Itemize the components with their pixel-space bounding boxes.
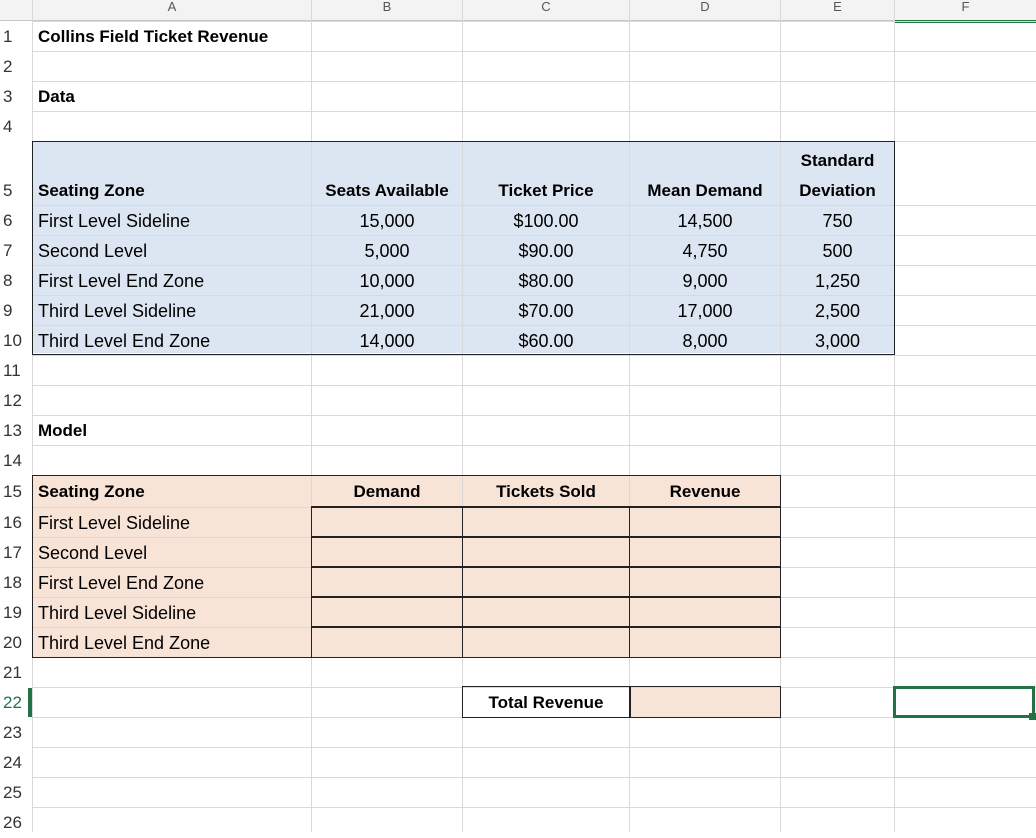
model-header-demand[interactable]: Demand (353, 482, 421, 501)
data-mean-1[interactable]: 14,500 (677, 211, 733, 231)
row-number-14[interactable]: 14 (3, 451, 22, 470)
row-number-10[interactable]: 10 (3, 331, 22, 350)
column-label-d: D (700, 0, 710, 14)
row-number-12[interactable]: 12 (3, 391, 22, 410)
data-seats-3[interactable]: 10,000 (359, 271, 415, 291)
column-header-e[interactable] (781, 0, 894, 21)
data-price-4[interactable]: $70.00 (518, 301, 574, 321)
row-number-15[interactable]: 15 (3, 482, 22, 501)
data-price-1[interactable]: $100.00 (513, 211, 579, 231)
model-zone-1[interactable]: First Level Sideline (38, 513, 191, 533)
model-demand-cell[interactable] (312, 508, 462, 536)
row-number-17[interactable]: 17 (3, 543, 22, 562)
row-number-2[interactable]: 2 (3, 57, 13, 76)
row-number-16[interactable]: 16 (3, 513, 22, 532)
row-number-25[interactable]: 25 (3, 783, 22, 802)
row-number-20[interactable]: 20 (3, 633, 22, 652)
column-label-a: A (167, 0, 177, 14)
sheet-title[interactable]: Collins Field Ticket Revenue (38, 27, 269, 46)
data-price-3[interactable]: $80.00 (518, 271, 574, 291)
column-header-b[interactable] (312, 0, 462, 21)
data-header-seats-available[interactable]: Seats Available (325, 181, 449, 200)
model-row-line-3 (311, 596, 781, 598)
data-std-5[interactable]: 3,000 (814, 331, 861, 351)
data-std-1[interactable]: 750 (822, 211, 853, 231)
model-zone-3[interactable]: First Level End Zone (38, 573, 205, 593)
model-header-seating-zone[interactable]: Seating Zone (38, 482, 145, 501)
data-mean-2[interactable]: 4,750 (682, 241, 728, 261)
row-number-4[interactable]: 4 (3, 117, 13, 136)
data-seats-2[interactable]: 5,000 (364, 241, 410, 261)
data-header-seating-zone[interactable]: Seating Zone (38, 181, 145, 200)
column-label-c: C (541, 0, 551, 14)
data-price-5[interactable]: $60.00 (518, 331, 574, 351)
data-zone-5[interactable]: Third Level End Zone (38, 331, 211, 351)
model-zone-5[interactable]: Third Level End Zone (38, 633, 211, 653)
data-mean-4[interactable]: 17,000 (677, 301, 733, 321)
data-header-deviation[interactable]: Deviation (799, 181, 876, 200)
row-number-24[interactable]: 24 (3, 753, 22, 772)
column-label-f: F (961, 0, 970, 14)
column-label-e: E (833, 0, 842, 14)
row-number-7[interactable]: 7 (3, 241, 13, 260)
row-number-23[interactable]: 23 (3, 723, 22, 742)
data-seats-4[interactable]: 21,000 (359, 301, 415, 321)
model-tickets-sold-cell[interactable] (463, 508, 629, 536)
data-header-mean-demand[interactable]: Mean Demand (647, 181, 763, 200)
row-number-9[interactable]: 9 (3, 301, 13, 320)
model-row-line-4 (311, 626, 781, 628)
data-std-2[interactable]: 500 (822, 241, 853, 261)
model-header-revenue[interactable]: Revenue (669, 482, 741, 501)
row-number-1[interactable]: 1 (3, 27, 13, 46)
model-header-tickets-sold[interactable]: Tickets Sold (496, 482, 596, 501)
data-zone-2[interactable]: Second Level (38, 241, 148, 261)
row-number-26[interactable]: 26 (3, 813, 22, 832)
data-price-2[interactable]: $90.00 (518, 241, 574, 261)
row-number-5[interactable]: 5 (3, 181, 13, 200)
row-number-6[interactable]: 6 (3, 211, 13, 230)
data-zone-1[interactable]: First Level Sideline (38, 211, 191, 231)
column-header-c[interactable] (463, 0, 629, 21)
column-label-b: B (382, 0, 392, 14)
row-number-11[interactable]: 11 (3, 361, 21, 380)
data-zone-4[interactable]: Third Level Sideline (38, 301, 197, 321)
data-header-ticket-price[interactable]: Ticket Price (498, 181, 594, 200)
fill-handle[interactable] (1029, 713, 1036, 720)
selected-cell-f22[interactable] (893, 686, 1035, 718)
data-mean-3[interactable]: 9,000 (682, 271, 728, 291)
data-std-4[interactable]: 2,500 (814, 301, 861, 321)
row-number-19[interactable]: 19 (3, 603, 22, 622)
row-number-13[interactable]: 13 (3, 421, 22, 440)
column-header-d[interactable] (630, 0, 780, 21)
total-revenue-label[interactable]: Total Revenue (488, 693, 604, 712)
row-number-21[interactable]: 21 (3, 663, 22, 682)
model-row-line-1 (311, 536, 781, 538)
column-header-f[interactable] (895, 0, 1036, 23)
column-header-a[interactable] (33, 0, 311, 21)
data-header-standard[interactable]: Standard (800, 151, 875, 170)
row-number-3[interactable]: 3 (3, 87, 13, 106)
data-section-label[interactable]: Data (38, 87, 75, 106)
data-mean-5[interactable]: 8,000 (682, 331, 728, 351)
data-seats-5[interactable]: 14,000 (359, 331, 415, 351)
row-number-22[interactable]: 22 (3, 693, 22, 712)
model-zone-4[interactable]: Third Level Sideline (38, 603, 197, 623)
data-seats-1[interactable]: 15,000 (359, 211, 415, 231)
row-number-8[interactable]: 8 (3, 271, 13, 290)
row-number-18[interactable]: 18 (3, 573, 22, 592)
data-std-3[interactable]: 1,250 (814, 271, 861, 291)
model-revenue-cell[interactable] (630, 508, 780, 536)
model-row-line-2 (311, 566, 781, 568)
model-section-label[interactable]: Model (38, 421, 88, 440)
select-all-corner[interactable] (0, 0, 32, 21)
data-zone-3[interactable]: First Level End Zone (38, 271, 205, 291)
model-zone-2[interactable]: Second Level (38, 543, 148, 563)
total-revenue-value-cell[interactable] (631, 688, 779, 716)
